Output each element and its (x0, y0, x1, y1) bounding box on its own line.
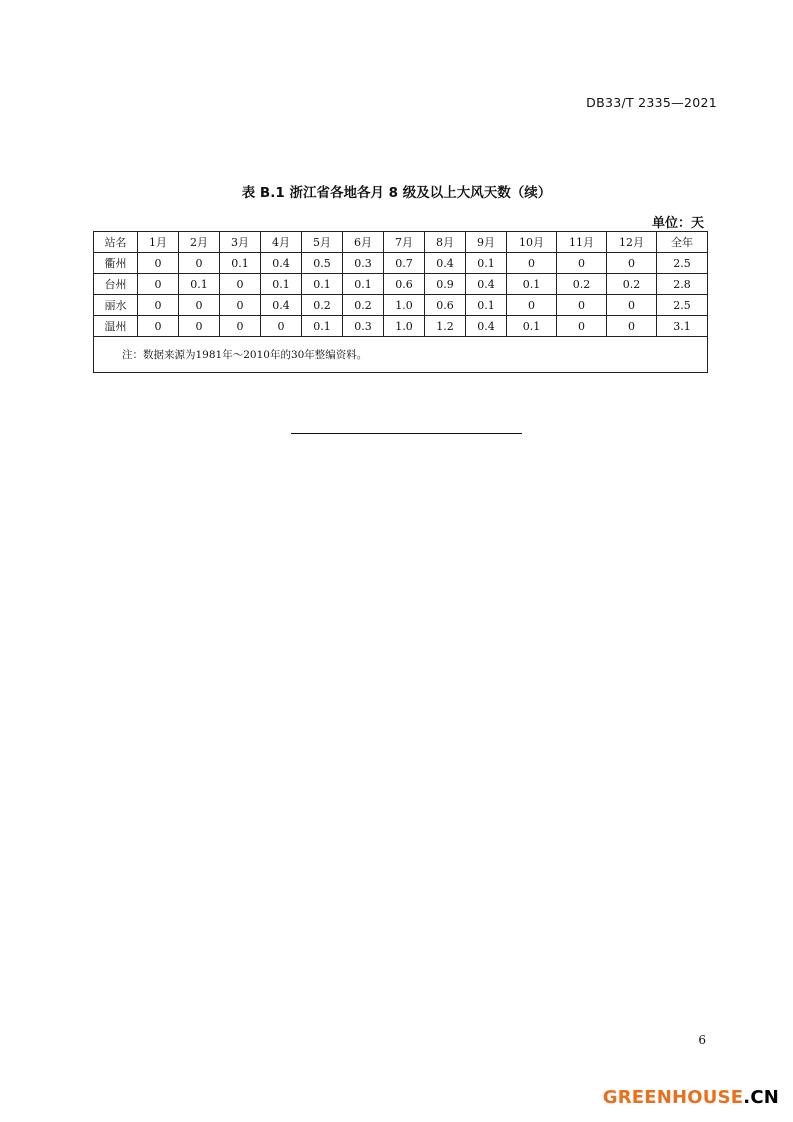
column-header: 全年 (657, 232, 708, 253)
table-cell: 1.0 (384, 295, 425, 316)
table-cell: 0 (138, 295, 179, 316)
table-cell: 0.4 (466, 316, 507, 337)
annual-total-cell: 2.5 (657, 295, 708, 316)
table-cell: 0.1 (507, 274, 557, 295)
end-of-document-rule (291, 433, 522, 434)
table-cell: 0.3 (343, 253, 384, 274)
table-cell: 0.4 (261, 253, 302, 274)
table-cell: 0 (261, 316, 302, 337)
annual-total-cell: 2.5 (657, 253, 708, 274)
table-cell: 0.1 (261, 274, 302, 295)
table-cell: 0.1 (302, 274, 343, 295)
annual-total-cell: 2.8 (657, 274, 708, 295)
table-cell: 0.6 (425, 295, 466, 316)
table-cell: 0.2 (557, 274, 607, 295)
column-header: 2月 (179, 232, 220, 253)
table-cell: 0 (138, 316, 179, 337)
table-cell: 1.0 (384, 316, 425, 337)
column-header: 12月 (607, 232, 657, 253)
column-header: 3月 (220, 232, 261, 253)
table-cell: 0.4 (425, 253, 466, 274)
table-cell: 0.1 (507, 316, 557, 337)
table-cell: 0.3 (343, 316, 384, 337)
table-cell: 0.4 (261, 295, 302, 316)
table-cell: 0 (507, 295, 557, 316)
table-cell: 0.1 (220, 253, 261, 274)
station-name-cell: 丽水 (94, 295, 138, 316)
table-cell: 0 (220, 316, 261, 337)
watermark-logo (603, 1087, 779, 1108)
table-cell: 0 (607, 253, 657, 274)
table-cell: 0 (557, 295, 607, 316)
wind-days-table (93, 231, 708, 373)
table-cell: 0 (607, 295, 657, 316)
page-number: 6 (698, 1033, 706, 1047)
column-header: 6月 (343, 232, 384, 253)
table-cell: 0 (179, 295, 220, 316)
column-header: 4月 (261, 232, 302, 253)
column-header: 9月 (466, 232, 507, 253)
table-row (94, 274, 708, 295)
column-header: 11月 (557, 232, 607, 253)
column-header: 1月 (138, 232, 179, 253)
table-cell: 0.1 (343, 274, 384, 295)
watermark-main: GREENHOUSE (602, 1087, 744, 1108)
table-note: 注：数据来源为1981年～2010年的30年整编资料。 (94, 337, 708, 373)
table-cell: 0.9 (425, 274, 466, 295)
table-cell: 0.4 (466, 274, 507, 295)
table-row (94, 253, 708, 274)
table-cell: 0 (557, 316, 607, 337)
table-row (94, 295, 708, 316)
column-header: 站名 (94, 232, 138, 253)
column-header: 5月 (302, 232, 343, 253)
station-name-cell: 温州 (94, 316, 138, 337)
table-cell: 0.7 (384, 253, 425, 274)
table-cell: 0 (138, 274, 179, 295)
table-note-row (94, 337, 708, 373)
table-cell: 1.2 (425, 316, 466, 337)
annual-total-cell: 3.1 (657, 316, 708, 337)
table-row (94, 316, 708, 337)
table-cell: 0.6 (384, 274, 425, 295)
table-cell: 0.5 (302, 253, 343, 274)
table-cell: 0 (220, 295, 261, 316)
unit-label: 单位：天 (651, 216, 704, 231)
table-cell: 0.2 (607, 274, 657, 295)
table-title: 表 B.1 浙江省各地各月 8 级及以上大风天数（续） (241, 185, 552, 201)
table-cell: 0 (138, 253, 179, 274)
column-header: 10月 (507, 232, 557, 253)
table-header-row (94, 232, 708, 253)
table-cell: 0 (607, 316, 657, 337)
station-name-cell: 台州 (94, 274, 138, 295)
table-cell: 0.1 (302, 316, 343, 337)
table-cell: 0.1 (466, 295, 507, 316)
table-cell: 0 (179, 253, 220, 274)
watermark-tld: .CN (743, 1087, 779, 1108)
table-cell: 0 (507, 253, 557, 274)
table-cell: 0 (179, 316, 220, 337)
table-cell: 0.1 (179, 274, 220, 295)
table-cell: 0.2 (343, 295, 384, 316)
column-header: 7月 (384, 232, 425, 253)
column-header: 8月 (425, 232, 466, 253)
station-name-cell: 衢州 (94, 253, 138, 274)
table-cell: 0 (220, 274, 261, 295)
table-cell: 0.2 (302, 295, 343, 316)
table-cell: 0.1 (466, 253, 507, 274)
table-cell: 0 (557, 253, 607, 274)
document-code: DB33/T 2335—2021 (586, 95, 717, 110)
